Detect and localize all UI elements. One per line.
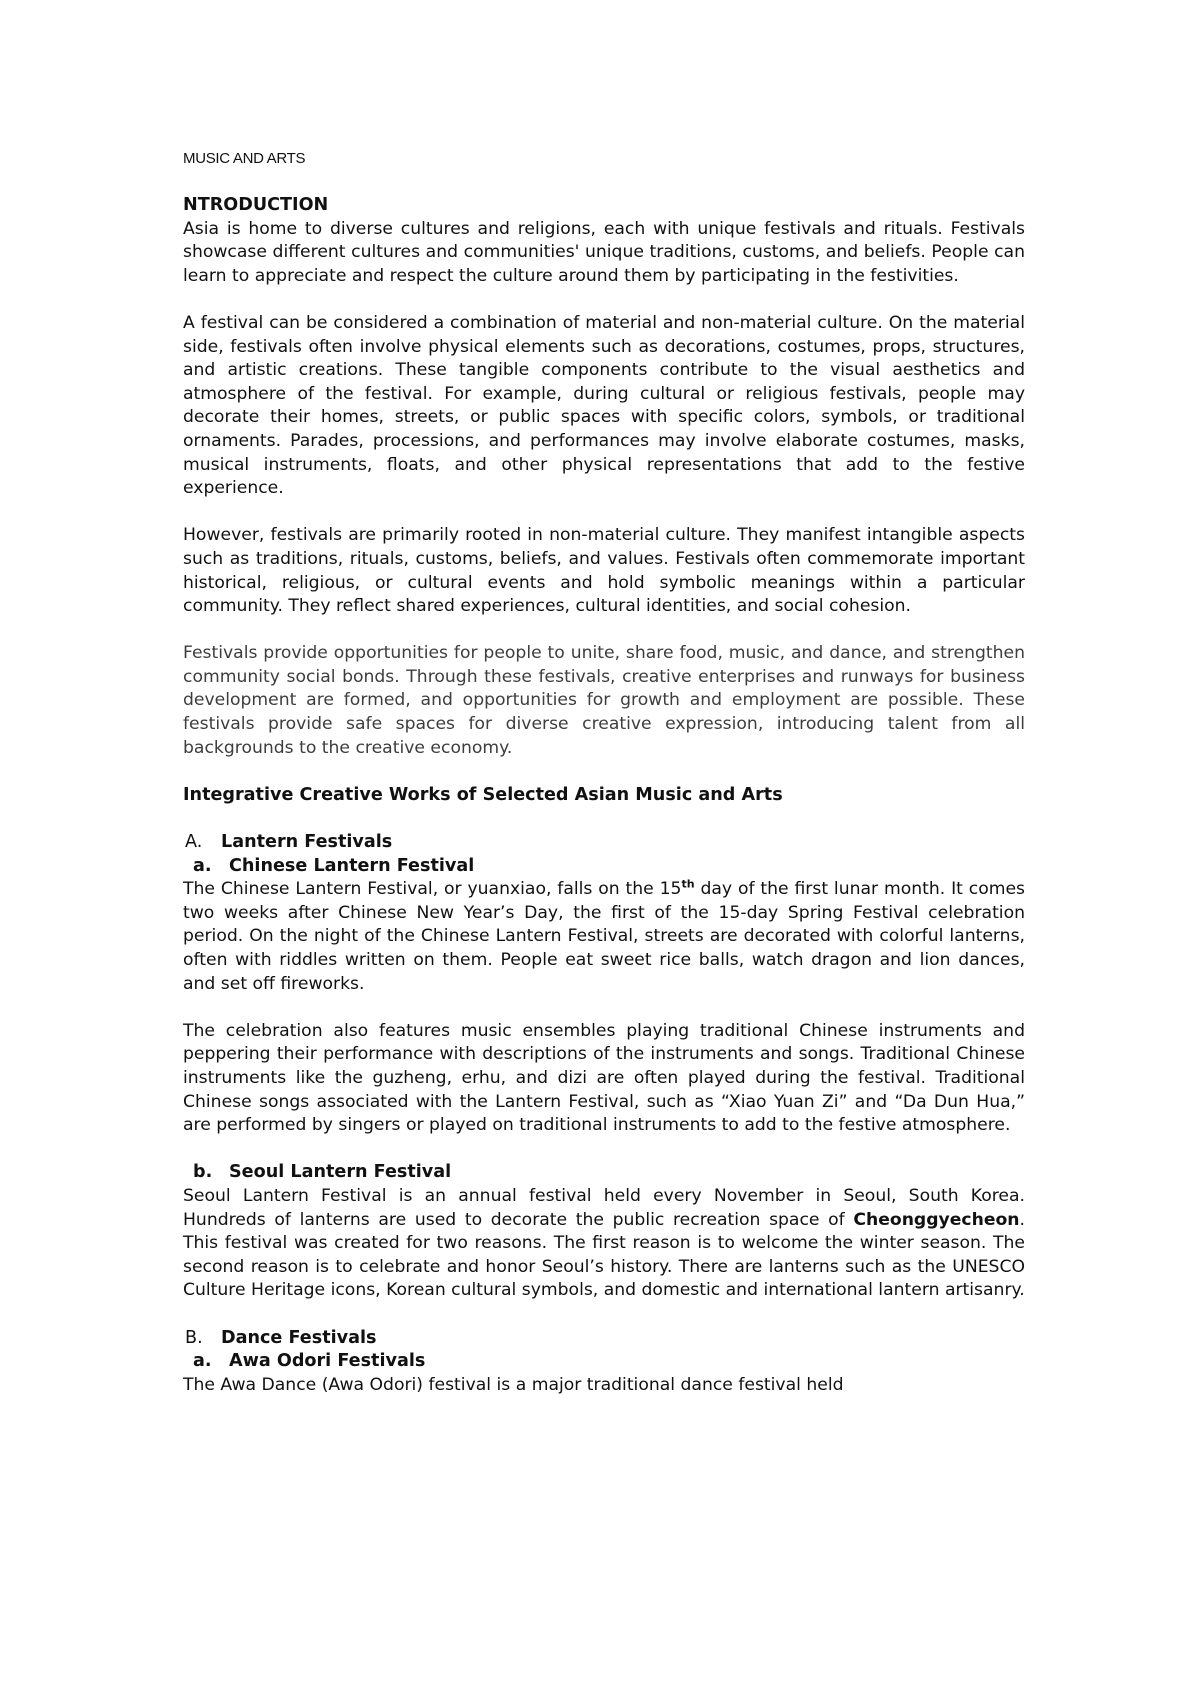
spacer (183, 760, 1025, 784)
seoul-lantern-paragraph (183, 1185, 1025, 1303)
seoul-lantern-text-end: . This festival was created for two reasons. The first reason is to welcome the winter season. The second reason is to celebrate and honor Seoul’s history. There are lanterns such as the UNESCO Culture Heritage icons, Korean cultural symbols, and domestic and international lantern artisanry. (183, 1209, 1025, 1301)
section-b-title: Dance Festivals (221, 1327, 377, 1348)
ordinal-suffix: th (681, 877, 695, 891)
subsection-a-heading (183, 855, 1025, 879)
section-a-heading (183, 831, 1025, 855)
chinese-lantern-text-start: The Chinese Lantern Festival, or yuanxiao, falls on the 15 (183, 879, 682, 900)
subsection-a-marker: a. (193, 855, 212, 876)
subsection-b-heading (183, 1161, 1025, 1185)
spacer (183, 996, 1025, 1020)
section-b-subsection-a-heading (183, 1350, 1025, 1374)
introduction-heading: NTRODUCTION (183, 195, 329, 215)
section-b-heading (183, 1327, 1025, 1351)
cheonggyecheon-bold: Cheonggyecheon (853, 1209, 1020, 1230)
awa-odori-paragraph: The Awa Dance (Awa Odori) festival is a major traditional dance festival held (183, 1374, 844, 1395)
intro-paragraph-1: Asia is home to diverse cultures and religions, each with unique festivals and rituals. Festivals showcase different cultures and communities' unique traditions, customs, and beliefs. People can learn to appreciate and respect the culture around them by participating in the festivities. (183, 218, 1025, 286)
subsection-b-marker: b. (193, 1162, 213, 1183)
chinese-lantern-paragraph-1 (183, 878, 1025, 996)
section-a-title: Lantern Festivals (221, 832, 393, 853)
chinese-lantern-text-end: day of the first lunar month. It comes two weeks after Chinese New Year’s Day, the first of the 15-day Spring Festival celebration period. On the night of the Chinese Lantern Festival, streets are decorated with colorful lanterns, often with riddles written on them. People eat sweet rice balls, watch dragon and lion dances, and set off fireworks. (183, 879, 1025, 994)
subsection-b-title: Seoul Lantern Festival (229, 1162, 452, 1183)
spacer (183, 501, 1025, 525)
section-b-subsection-a-title: Awa Odori Festivals (229, 1351, 426, 1372)
integrative-heading: Integrative Creative Works of Selected Asian Music and Arts (183, 784, 783, 805)
document-header-label: MUSIC AND ARTS (183, 150, 306, 167)
spacer (183, 807, 1025, 831)
chinese-lantern-paragraph-2: The celebration also features music ensembles playing traditional Chinese instruments and peppering their performance with descriptions of the instruments and songs. Traditional Chinese instruments like the guzheng, erhu, and dizi are often played during the festival. Traditional Chinese songs associated with the Lantern Festival, such as “Xiao Yuan Zi” and “Da Dun Hua,” are performed by singers or played on traditional instruments to add to the festive atmosphere. (183, 1020, 1025, 1136)
section-b-subsection-a-marker: a. (193, 1351, 212, 1372)
intro-paragraph-4: Festivals provide opportunities for people to unite, share food, music, and dance, and strengthen community social bonds. Through these festivals, creative enterprises and runways for business development are formed, and opportunities for growth and employment are possible. These festivals provide safe spaces for diverse creative expression, introducing talent from all backgrounds to the creative economy. (183, 643, 1025, 758)
seoul-lantern-text-start: Seoul Lantern Festival is an annual festival held every November in Seoul, South Korea. Hundreds of lanterns are used to decorate the public recreation space of (183, 1185, 1025, 1230)
intro-paragraph-3: However, festivals are primarily rooted in non-material culture. They manifest intangible aspects such as traditions, rituals, customs, beliefs, and values. Festivals often commemorate important historical, religious, or cultural events and hold symbolic meanings within a particular community. They reflect shared experiences, cultural identities, and social cohesion. (183, 525, 1025, 617)
document-body (183, 194, 1025, 1397)
spacer (183, 1303, 1025, 1327)
document-page (183, 0, 1025, 1696)
section-b-marker: B. (185, 1327, 203, 1348)
section-a-marker: A. (185, 832, 203, 853)
spacer (183, 619, 1025, 643)
intro-paragraph-2: A festival can be considered a combination of material and non-material culture. On the material side, festivals often involve physical elements such as decorations, costumes, props, structures, and artistic creations. These tangible components contribute to the visual aesthetics and atmosphere of the festival. For example, during cultural or religious festivals, people may decorate their homes, streets, or public spaces with specific colors, symbols, or traditional ornaments. Parades, processions, and performances may involve elaborate costumes, masks, musical instruments, floats, and other physical representations that add to the festive experience. (183, 312, 1025, 499)
spacer (183, 1138, 1025, 1162)
spacer (183, 288, 1025, 312)
subsection-a-title: Chinese Lantern Festival (229, 855, 475, 876)
